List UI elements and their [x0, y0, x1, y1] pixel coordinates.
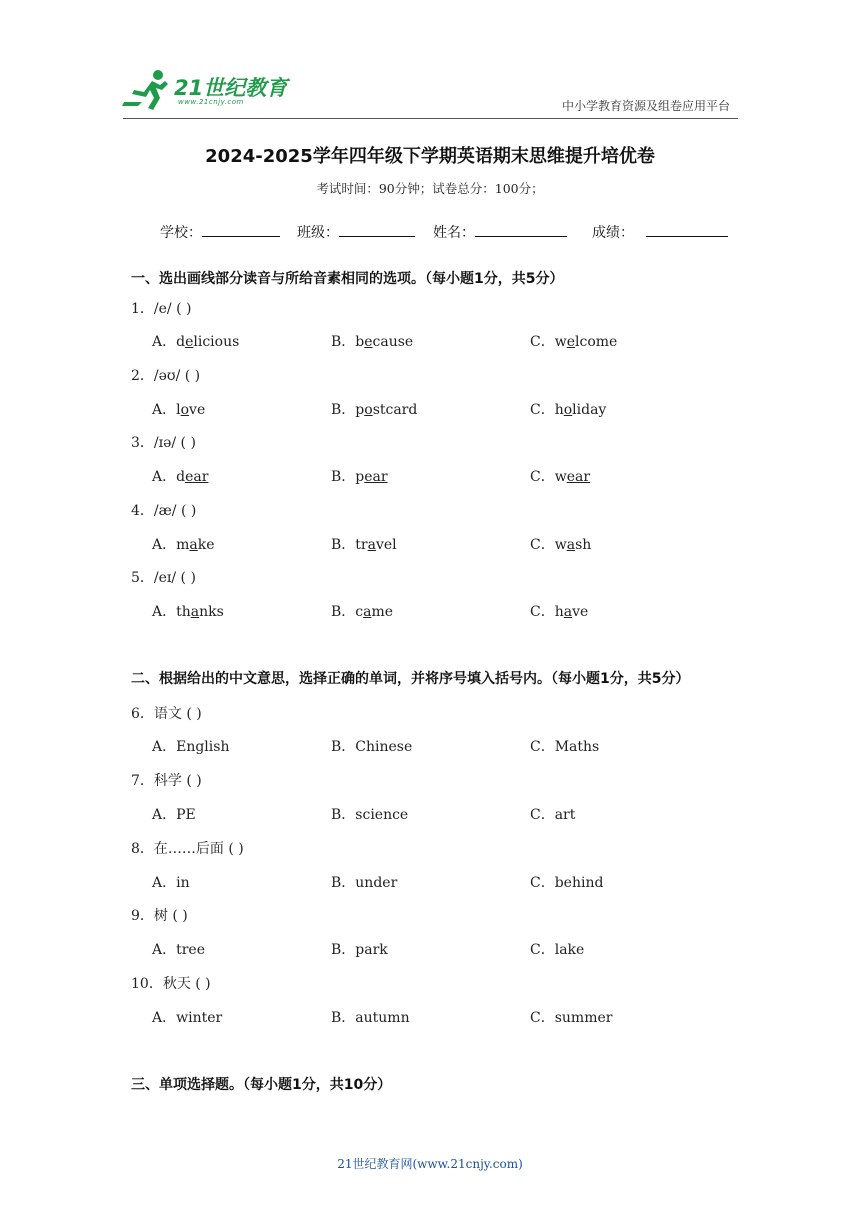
question-6: 6．语文 ( ) [131, 706, 202, 722]
q2-option-c[interactable]: C．holiday [530, 402, 607, 418]
page-title: 2024-2025学年四年级下学期英语期末思维提升培优卷 [205, 146, 655, 167]
q5-option-b[interactable]: B．came [331, 604, 394, 620]
question-9: 9．树 ( ) [131, 908, 188, 924]
q6-option-b[interactable]: B．Chinese [331, 739, 413, 755]
platform-label: 中小学教育资源及组卷应用平台 [561, 99, 730, 113]
q1-option-a[interactable]: A．delicious [152, 334, 240, 350]
section-2-heading: 二、根据给出的中文意思，选择正确的单词，并将序号填入括号内。（每小题1分，共5分） [131, 671, 690, 687]
q5-option-c[interactable]: C．have [530, 604, 589, 620]
question-2: 2．/əʊ/ ( ) [131, 368, 201, 384]
q4-option-b[interactable]: B．travel [331, 537, 397, 553]
logo-url: www.21cnjy.com [178, 98, 244, 106]
q10-option-a[interactable]: A．winter [152, 1010, 223, 1026]
q5-option-a[interactable]: A．thanks [152, 604, 224, 620]
school-field[interactable] [160, 222, 280, 242]
q7-option-b[interactable]: B．science [331, 807, 409, 823]
question-5: 5．/eɪ/ ( ) [131, 570, 196, 586]
section-3-heading: 三、单项选择题。（每小题1分，共10分） [131, 1077, 392, 1093]
score-blank[interactable] [646, 222, 728, 237]
name-field[interactable] [433, 222, 567, 242]
q10-option-c[interactable]: C．summer [530, 1010, 613, 1026]
q10-option-b[interactable]: B．autumn [331, 1010, 410, 1026]
school-label: 学校： [160, 225, 202, 241]
q9-option-c[interactable]: C．lake [530, 942, 585, 958]
name-blank[interactable] [475, 222, 567, 237]
exam-info: 考试时间：90分钟；试卷总分：100分； [316, 181, 544, 196]
q2-option-b[interactable]: B．postcard [331, 402, 418, 418]
q6-option-a[interactable]: A．English [152, 739, 230, 755]
q6-option-c[interactable]: C．Maths [530, 739, 600, 755]
question-7: 7．科学 ( ) [131, 773, 202, 789]
question-1: 1．/e/ ( ) [131, 301, 192, 317]
section-1-heading: 一、选出画线部分读音与所给音素相同的选项。（每小题1分，共5分） [131, 271, 564, 287]
q2-option-a[interactable]: A．love [152, 402, 206, 418]
question-4: 4．/æ/ ( ) [131, 503, 197, 519]
school-blank[interactable] [202, 222, 280, 237]
question-8: 8．在……后面 ( ) [131, 841, 244, 857]
q3-option-a[interactable]: A．dear [152, 469, 209, 485]
q3-option-b[interactable]: B．pear [331, 469, 388, 485]
class-field[interactable] [297, 222, 415, 242]
q7-option-a[interactable]: A．PE [152, 807, 196, 823]
q9-option-b[interactable]: B．park [331, 942, 388, 958]
footer-link[interactable]: 21世纪教育网(www.21cnjy.com) [337, 1157, 523, 1171]
score-label: 成绩： [592, 225, 634, 241]
question-3: 3．/ɪə/ ( ) [131, 435, 196, 451]
q3-option-c[interactable]: C．wear [530, 469, 591, 485]
class-label: 班级： [297, 225, 339, 241]
score-field[interactable] [592, 222, 728, 242]
q9-option-a[interactable]: A．tree [152, 942, 205, 958]
logo-text: 21世纪教育 [174, 76, 288, 100]
name-label: 姓名： [433, 225, 475, 241]
q4-option-c[interactable]: C．wash [530, 537, 592, 553]
header-divider [123, 118, 738, 119]
q8-option-b[interactable]: B．under [331, 875, 398, 891]
runner-logo-icon [122, 68, 174, 112]
q1-option-c[interactable]: C．welcome [530, 334, 618, 350]
class-blank[interactable] [339, 222, 415, 237]
question-10: 10．秋天 ( ) [131, 976, 211, 992]
q1-option-b[interactable]: B．because [331, 334, 414, 350]
q8-option-c[interactable]: C．behind [530, 875, 604, 891]
logo [122, 68, 292, 116]
q7-option-c[interactable]: C．art [530, 807, 576, 823]
q8-option-a[interactable]: A．in [152, 875, 190, 891]
q4-option-a[interactable]: A．make [152, 537, 215, 553]
